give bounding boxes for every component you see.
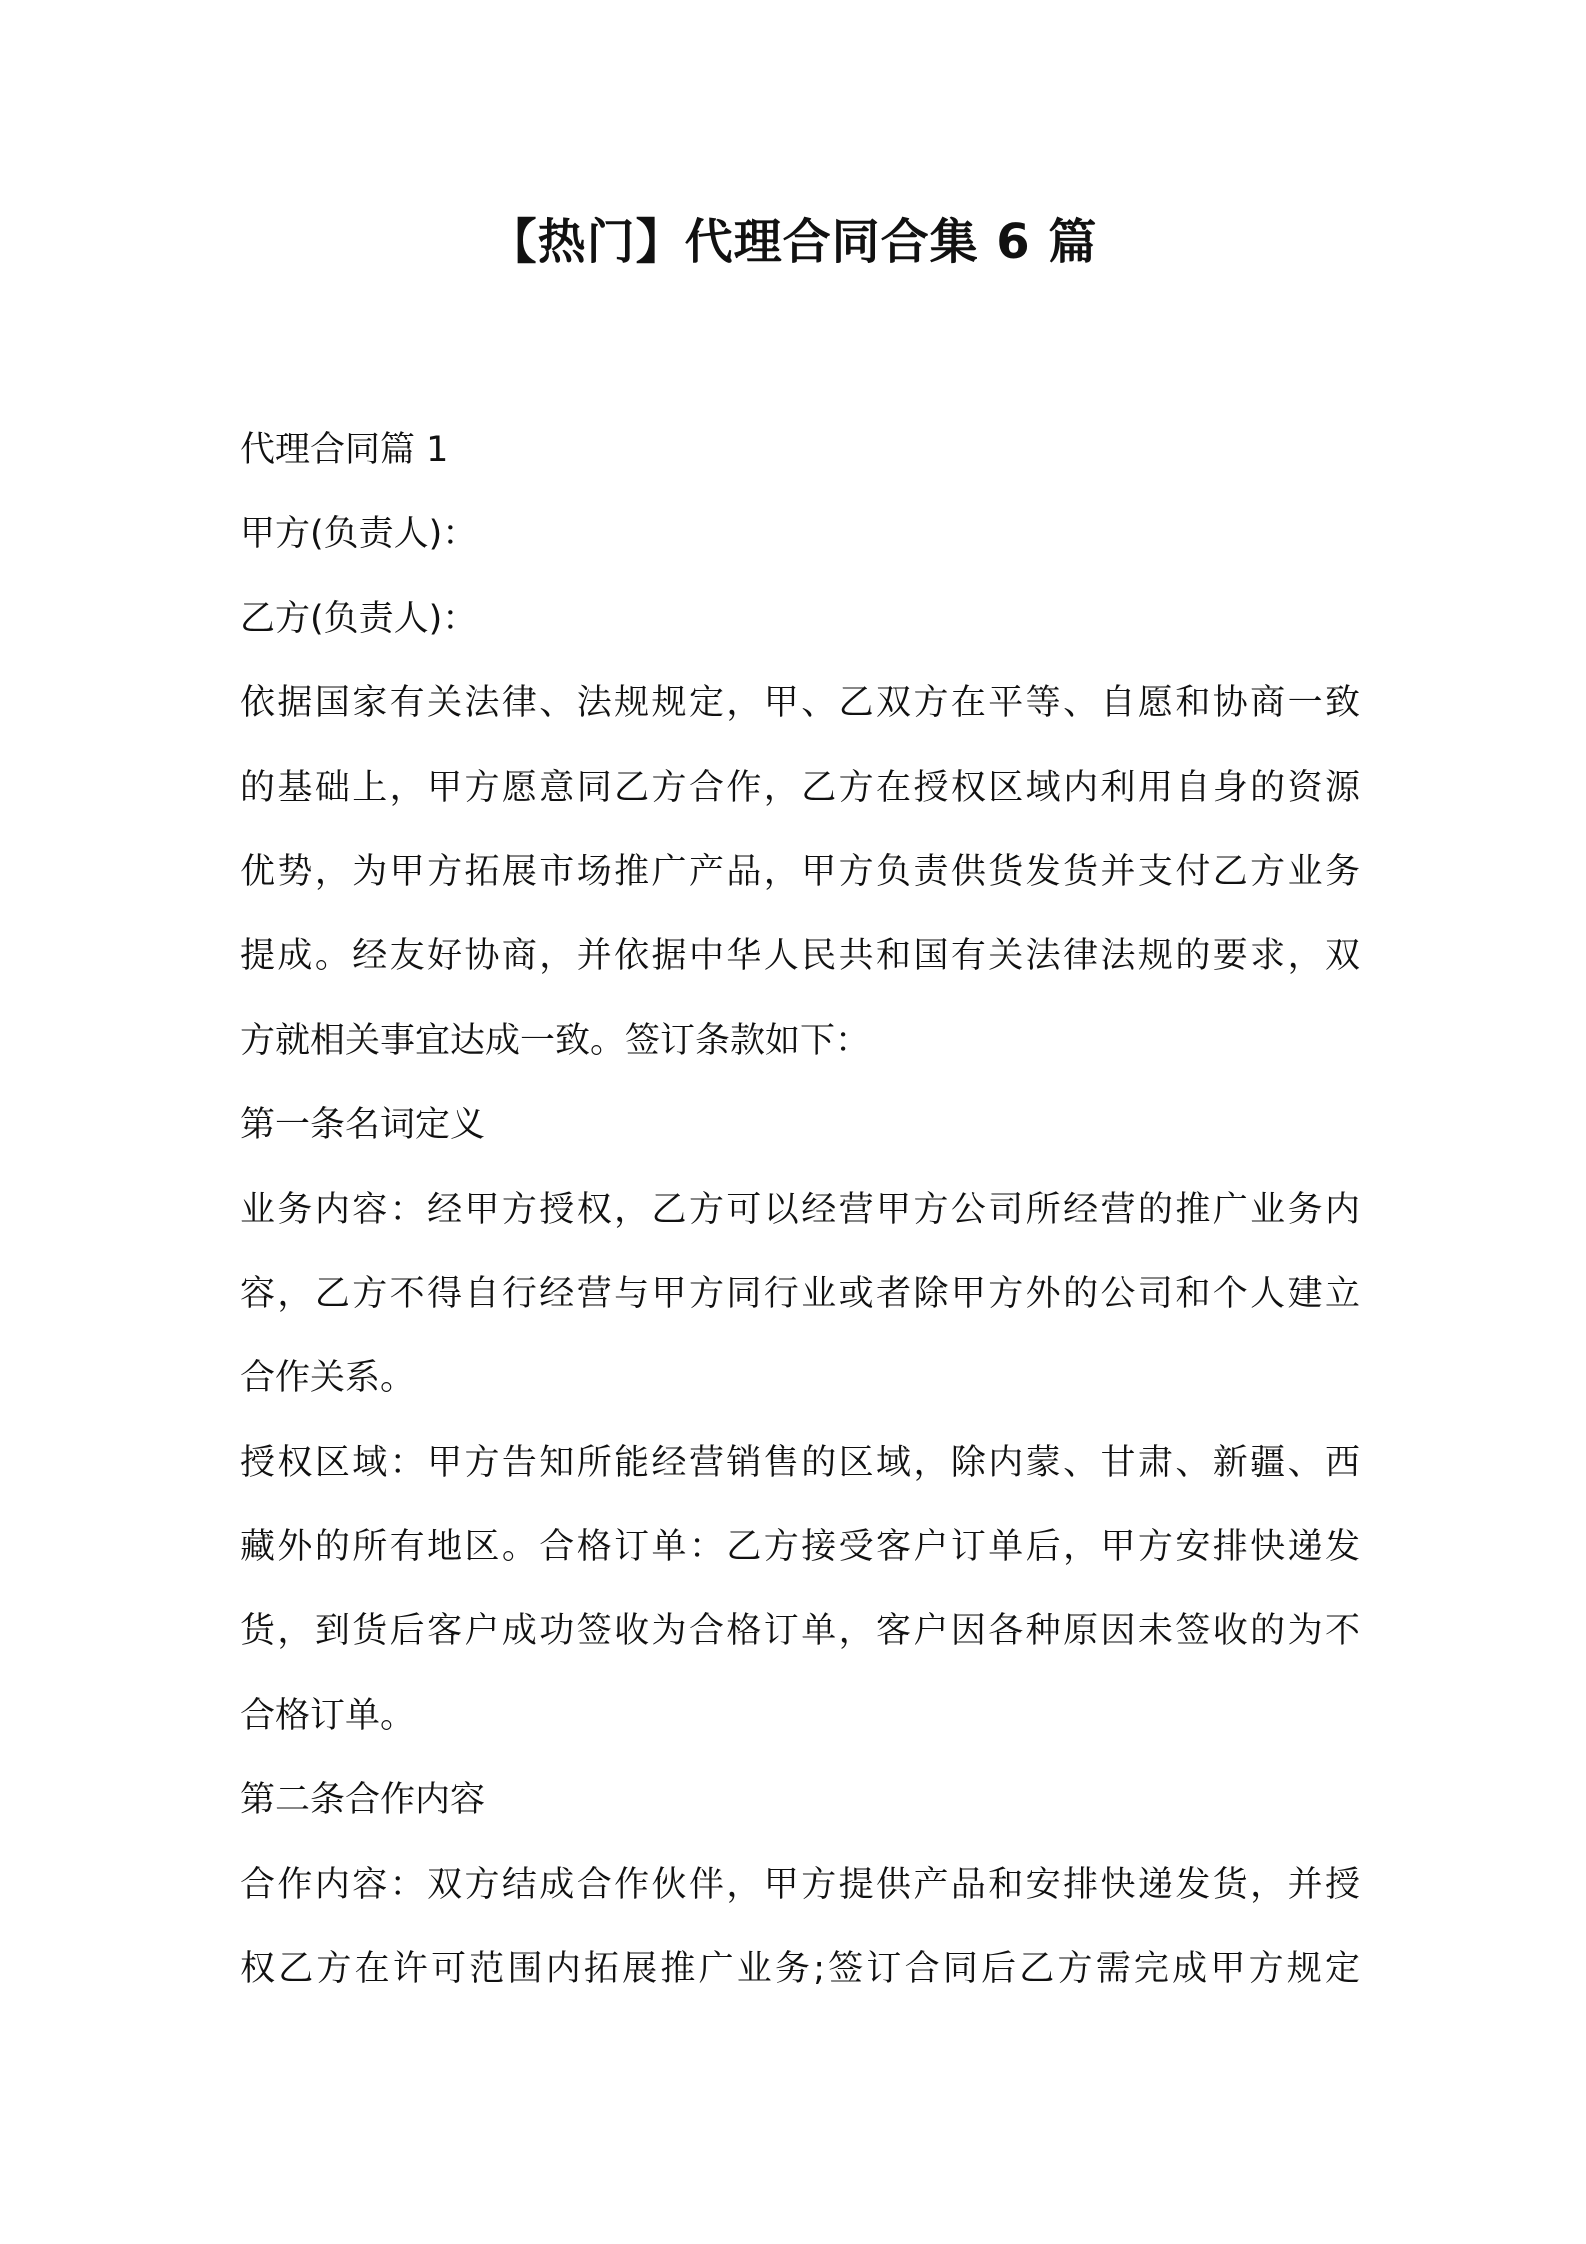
text-line: 第一条名词定义 [240, 1105, 486, 1146]
text-line: 合作内容：双方结成合作伙伴，甲方提供产品和安排快递发货，并授 [240, 1864, 1360, 1905]
text-line: 甲方(负责人)： [240, 514, 478, 555]
text-line: 合作关系。 [240, 1358, 416, 1399]
text-line: 提成。经友好协商，并依据中华人民共和国有关法律法规的要求，双 [240, 936, 1360, 977]
text-line: 容，乙方不得自行经营与甲方同行业或者除甲方外的公司和个人建立 [240, 1273, 1360, 1314]
text-line: 方就相关事宜达成一致。签订条款如下： [240, 1020, 871, 1061]
text-line: 乙方(负责人)： [240, 598, 478, 639]
text-line: 的基础上，甲方愿意同乙方合作，乙方在授权区域内利用自身的资源 [240, 767, 1360, 808]
text-line: 业务内容：经甲方授权，乙方可以经营甲方公司所经营的推广业务内 [240, 1189, 1360, 1230]
text-line: 权乙方在许可范围内拓展推广业务;签订合同后乙方需完成甲方规定 [240, 1949, 1360, 1990]
text-line: 藏外的所有地区。合格订单：乙方接受客户订单后，甲方安排快递发 [240, 1527, 1360, 1568]
document-body [240, 408, 1360, 2011]
document-title: 【热门】代理合同合集 6 篇 [488, 214, 1098, 270]
text-line: 第二条合作内容 [240, 1780, 486, 1821]
text-line: 优势，为甲方拓展市场推广产品，甲方负责供货发货并支付乙方业务 [240, 851, 1360, 892]
text-line: 依据国家有关法律、法规规定，甲、乙双方在平等、自愿和协商一致 [240, 683, 1360, 724]
text-line: 合格订单。 [240, 1695, 416, 1736]
text-line: 代理合同篇 1 [240, 430, 449, 470]
text-line: 授权区域：甲方告知所能经营销售的区域，除内蒙、甘肃、新疆、西 [240, 1442, 1360, 1483]
text-line: 货，到货后客户成功签收为合格订单，客户因各种原因未签收的为不 [240, 1611, 1360, 1652]
